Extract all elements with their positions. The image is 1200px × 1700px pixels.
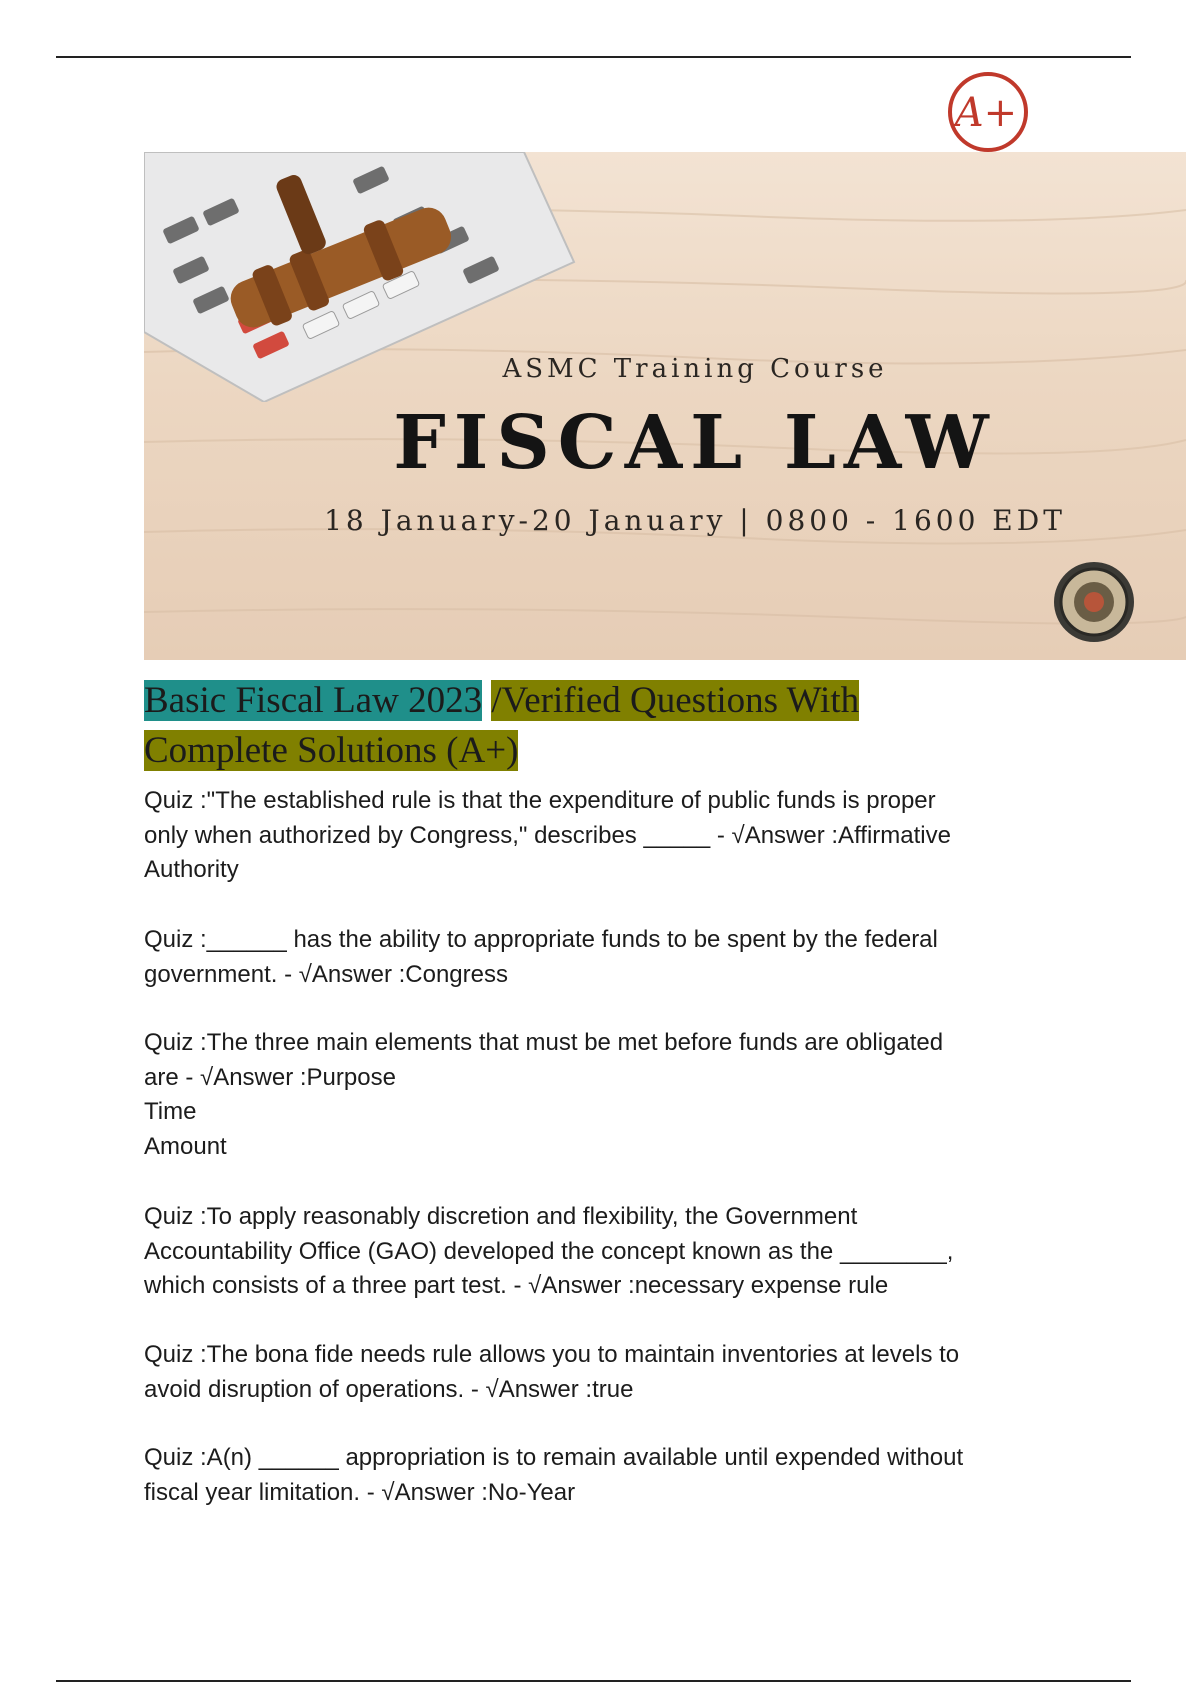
question-line: Quiz :______ has the ability to appropriate funds to be spent by the federal — [144, 926, 938, 953]
bottom-rule — [56, 1680, 1131, 1682]
question-line: Quiz :The three main elements that must be met before funds are obligated — [144, 1029, 944, 1056]
question-2 — [144, 923, 1064, 992]
question-line: only when authorized by Congress," describes _____ - √Answer :Affirmative — [144, 821, 951, 849]
question-4 — [144, 1200, 1064, 1304]
svg-text:A+: A+ — [954, 90, 1018, 136]
question-line: Quiz :A(n) ______ appropriation is to remain available until expended without — [144, 1444, 964, 1471]
question-5 — [144, 1338, 1064, 1407]
question-line: government. - √Answer :Congress — [144, 960, 508, 988]
question-line: Time — [144, 1098, 197, 1125]
question-line: which consists of a three part test. - √Answer :necessary expense rule — [144, 1272, 889, 1299]
question-1 — [144, 784, 1064, 888]
seal-icon — [1052, 560, 1136, 644]
title-highlight-olive: /Verified Questions With — [491, 680, 860, 721]
question-line: fiscal year limitation. - √Answer :No-Year — [144, 1478, 576, 1506]
question-6 — [144, 1441, 1064, 1510]
course-banner — [144, 152, 1186, 660]
question-line: Authority — [144, 856, 239, 883]
banner-dates: 18 January-20 January | 0800 - 1600 EDT — [324, 504, 1066, 537]
question-3 — [144, 1026, 1064, 1164]
banner-title: FISCAL LAW — [393, 400, 997, 486]
question-line: Accountability Office (GAO) developed the concept known as the ________, — [144, 1237, 954, 1265]
top-rule — [56, 56, 1131, 58]
title-highlight-olive-2: Complete Solutions (A+) — [144, 730, 519, 771]
question-line: Quiz :The bona fide needs rule allows you to maintain inventories at levels to — [144, 1341, 960, 1368]
banner-subtitle: ASMC Training Course — [502, 354, 888, 384]
question-line: are - √Answer :Purpose — [144, 1063, 396, 1091]
title-highlight-teal: Basic Fiscal Law 2023 — [144, 680, 483, 721]
question-line: avoid disruption of operations. - √Answer :true — [144, 1375, 634, 1403]
question-line: Amount — [144, 1132, 227, 1160]
question-line: Quiz :"The established rule is that the expenditure of public funds is proper — [144, 787, 936, 814]
document-title — [144, 676, 1044, 776]
question-line: Quiz :To apply reasonably discretion and flexibility, the Government — [144, 1203, 858, 1230]
grade-stamp-icon — [946, 70, 1030, 154]
